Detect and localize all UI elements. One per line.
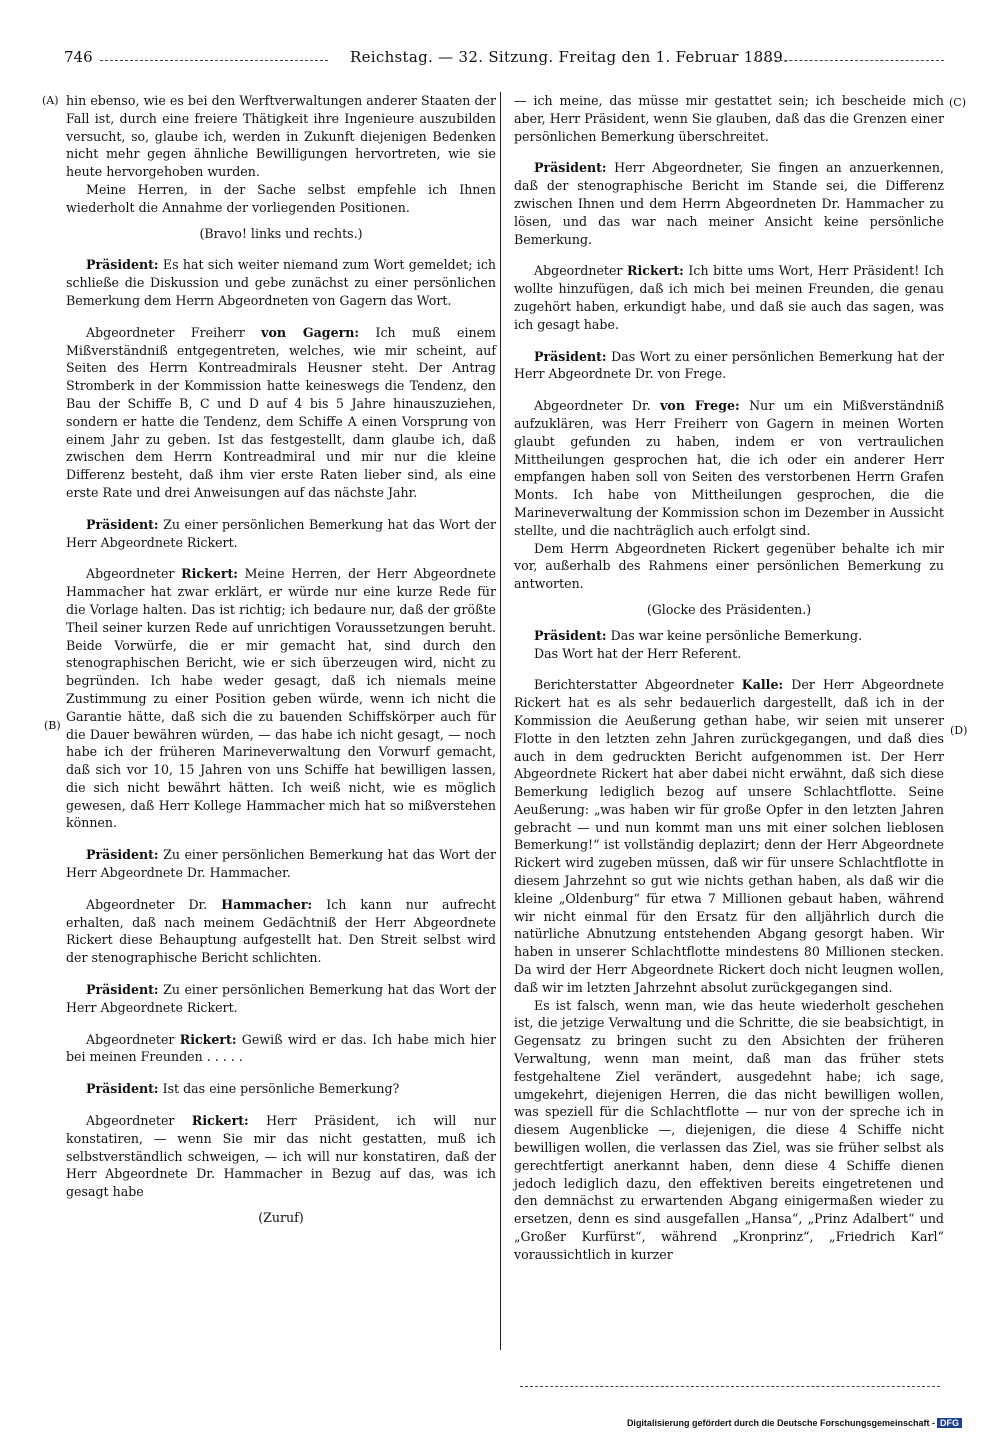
margin-mark-d: (D)	[950, 724, 968, 737]
paragraph: Abgeordneter Rickert: Meine Herren, der Herr Abgeordnete Hammacher hat zwar erklärt, er würde nur eine kurze Rede für die Vorlage halten. Das ist richtig; ich bedaure nur, daß der größte Theil seiner kurzen Rede auf unrichtigen Voraussetzungen beruht. Beide Vorwürfe, die er mir gemacht hat, sind durch den stenographischen Bericht, wie er sich überzeugen wird, nicht zu begründen. Ich habe weder gesagt, daß ich niemals meine Zustimmung zu einer Position geben würde, wenn ich nicht die Garantie hätte, daß sich die zu bauenden Schiffskörper auch für die Dauer bewähren würden, — das habe ich nicht gesagt, — noch habe ich der früheren Marineverwaltung den Vorwurf gemacht, daß sich vor 10, 15 Jahren von uns Schiffe hat bewilligen lassen, die sich nicht bewährt hätten. Ich weiß nicht, wie es möglich gewesen, daß Herr Kollege Hammacher mich hat so mißverstehen können.	[66, 566, 496, 831]
paragraph: Präsident: Es hat sich weiter niemand zum Wort gemeldet; ich schließe die Diskussion und gebe zunächst zu einer persönlichen Bemerkung dem Herrn Abgeordneten von Gagern das Wort.	[66, 257, 496, 308]
speaker-name: Präsident:	[86, 847, 159, 863]
speaker-name: Kalle:	[741, 677, 784, 693]
paragraph: Abgeordneter Rickert: Gewiß wird er das. Ich habe mich hier bei meinen Freunden . . . . .	[66, 1031, 496, 1065]
footer-credit	[627, 1418, 962, 1428]
paragraph: Dem Herrn Abgeordneten Rickert gegenüber behalte ich mir vor, außerhalb des Rahmens einer persönlichen Bemerkung zu antworten.	[514, 540, 944, 592]
speaker-name: Präsident:	[86, 516, 159, 532]
paragraph: Es ist falsch, wenn man, wie das heute wiederholt geschehen ist, die jetzige Verwaltung und die Schritte, die sie beabsichtigt, in Gegensatz zu bringen sucht zu den Absichten der früheren Verwaltung, wenn man meint, daß man das früher stets festgehaltene Ziel verändert, ausgedehnt habe; ich sage, umgekehrt, diejenigen Herren, die das nicht bewilligen wollen, was speziell für die Schlachtflotte — nur von der spreche ich in diesem Augenblicke —, diejenigen, die diese 4 Schiffe nicht bewilligen wollen, die verlassen das Ziel, was sie früher selbst als gerechtfertigt anerkannt haben, denn diese 4 Schiffe dienen jedoch lediglich dazu, den effektiven bereits eingetretenen und den demnächst zu erwartenden Abgang einigermaßen wieder zu ersetzen, denn es sind ausgefallen „Hansa“, „Prinz Adalbert“ und „Großer Kurfürst“, während „Kronprinz“, „Friedrich Karl“ voraussichtlich in kurzer	[514, 997, 944, 1262]
paragraph: Präsident: Das war keine persönliche Bemerkung.	[534, 627, 863, 643]
speaker-name: von Gagern:	[261, 324, 360, 340]
speaker-name: Rickert:	[191, 1113, 249, 1129]
page-header	[64, 48, 944, 70]
right-column	[514, 92, 944, 1264]
paragraph: Abgeordneter Dr. von Frege: Nur um ein Mißverständniß aufzuklären, was Herr Freiherr von Gagern in meinen Worten glaubt gefunden zu haben, indem er von vertraulichen Mittheilungen gesprochen hat, die ich oder ein anderer Herr empfangen haben soll von Seiten des verstorbenen Herrn Grafen Monts. Ich habe von Mittheilungen gesprochen, die die Marineverwaltung der Kommission schon im Dezember in Aussicht stellte, und die nachträglich auch erfolgt sind.	[514, 398, 944, 538]
speaker-name: von Frege:	[660, 398, 740, 414]
margin-mark-a: (A)	[42, 94, 59, 107]
speaker-name: Präsident:	[534, 348, 607, 364]
column-divider	[500, 92, 501, 1350]
paragraph: Präsident: Ist das eine persönliche Bemerkung?	[86, 1081, 400, 1097]
margin-mark-b: (B)	[44, 719, 61, 732]
speaker-name: Rickert:	[181, 566, 238, 582]
paragraph: Präsident: Herr Abgeordneter, Sie fingen an anzuerkennen, daß der stenographische Bericht im Stande sei, die Differenz zwischen Ihnen und dem Herrn Abgeordneten Dr. Hammacher zu lösen, und das war nach meiner Ansicht keine persönliche Bemerkung.	[514, 160, 944, 247]
speaker-name: Präsident:	[534, 627, 607, 643]
dfg-logo: DFG	[937, 1418, 962, 1428]
paragraph: — ich meine, das müsse mir gestattet sein; ich bescheide mich aber, Herr Präsident, wenn Sie glauben, daß das die Grenzen einer persönlichen Bemerkung überschreitet.	[514, 93, 944, 144]
paragraph: Meine Herren, in der Sache selbst empfehle ich Ihnen wiederholt die Annahme der vorliegenden Positionen.	[66, 181, 496, 215]
speaker-name: Präsident:	[86, 1081, 159, 1097]
interjection: (Zuruf)	[258, 1210, 304, 1226]
margin-mark-c: (C)	[949, 96, 966, 109]
speaker-name: Hammacher:	[221, 896, 313, 912]
left-column	[66, 92, 496, 1235]
speaker-name: Präsident:	[86, 257, 159, 273]
paragraph: Präsident: Das Wort zu einer persönlichen Bemerkung hat der Herr Abgeordnete Dr. von Frege.	[514, 348, 944, 382]
paragraph: Abgeordneter Freiherr von Gagern: Ich muß einem Mißverständniß entgegentreten, welches, wie mir scheint, auf Seiten des Herrn Kontreadmirals Heusner steht. Der Antrag Stromberk in der Kommission hatte keineswegs die Tendenz, den Bau der Schiffe B, C und D auf 4 bis 5 Jahre hinauszuziehen, sondern er hatte die Tendenz, dem Schiffe A einen Vorsprung von einem Jahr zu geben. Ist das festgestellt, dann glaube ich, daß zwischen dem Herrn Kontreadmiral und mir nur die kleine Differenz besteht, daß ihm vier erste Raten lieber sind, als eine erste Rate und drei Anweisungen auf das nächste Jahr.	[66, 324, 496, 500]
paragraph: Berichterstatter Abgeordneter Kalle: Der Herr Abgeordnete Rickert hat es als sehr bedauerlich dargestellt, daß ich in der Kommission die Aeußerung gethan habe, wir seien mit unserer Flotte in den letzten zehn Jahren zurückgegangen, und daß dies auch in dem gedruckten Bericht aufgenommen ist. Der Herr Abgeordnete Rickert hat aber dabei nicht erwähnt, daß sich diese Bemerkung lediglich bezog auf unsere Schlachtflotte. Seine Aeußerung: „was haben wir für große Opfer in den letzten Jahren gebracht — und nun kommt man uns mit einer solchen lieblosen Bemerkung!“ ist vollständig deplazirt; denn der Herr Abgeordnete Rickert wird zugeben müssen, daß wir für unsere Schlachtflotte in diesem Jahrzehnt so gut wie nichts gethan haben, als daß wir die kleine „Oldenburg“ für etwa 7 Millionen gebaut haben, während wir nicht einmal für den Ersatz für den alljährlich durch die natürliche Abnutzung entstehenden Abgang gesorgt haben. Wir haben in unserer Schlachtflotte mindestens 80 Millionen stecken. Da wird der Herr Abgeordnete Rickert doch nicht leugnen wollen, daß wir im letzten Jahrzehnt absolut zurückgegangen sind.	[514, 677, 945, 995]
paragraph: Abgeordneter Rickert: Herr Präsident, ich will nur konstatiren, — wenn Sie mir das nicht gestatten, muß ich selbstverständlich schweigen, — ich will nur konstatiren, daß der Herr Abgeordnete Dr. Hammacher in Bezug auf das, was ich gesagt habe	[66, 1113, 496, 1200]
paragraph: Präsident: Zu einer persönlichen Bemerkung hat das Wort der Herr Abgeordnete Dr. Hammacher.	[66, 847, 496, 881]
header-rule-left	[100, 60, 328, 61]
speaker-name: Präsident:	[534, 160, 607, 176]
paragraph: Das Wort hat der Herr Referent.	[534, 645, 742, 661]
speaker-name: Präsident:	[86, 982, 159, 998]
page-title: Reichstag. — 32. Sitzung. Freitag den 1. Februar 1889.	[350, 48, 789, 66]
speaker-name: Rickert:	[179, 1031, 237, 1047]
paragraph: Präsident: Zu einer persönlichen Bemerkung hat das Wort der Herr Abgeordnete Rickert.	[66, 982, 496, 1015]
page-number: 746	[64, 48, 93, 66]
header-rule-right	[754, 60, 944, 61]
paragraph: Abgeordneter Dr. Hammacher: Ich kann nur aufrecht erhalten, daß nach meinem Gedächtniß der Herr Abgeordnete Rickert diese Behauptung aufgestellt hat. Den Streit selbst wird der stenographische Bericht schlichten.	[66, 896, 496, 966]
paragraph: Abgeordneter Rickert: Ich bitte ums Wort, Herr Präsident! Ich wollte hinzufügen, daß ich mich bei meinen Freunden, die genau zugehört haben, erkundigt habe, und daß sie auch das sagen, was ich gesagt habe.	[514, 263, 945, 332]
interjection: (Glocke des Präsidenten.)	[646, 601, 812, 617]
paragraph: hin ebenso, wie es bei den Werftverwaltungen anderer Staaten der Fall ist, durch eine freiere Thätigkeit ihre Ingenieure auszubilden versucht, so, glaube ich, werden in Zukunft diejenigen Bedenken nicht mehr gegen ähnliche Bewilligungen hervortreten, wie sie heute hervorgehoben wurden.	[66, 93, 496, 180]
interjection: (Bravo! links und rechts.)	[199, 225, 363, 241]
footer-text: Digitalisierung gefördert durch die Deutsche Forschungsgemeinschaft -	[626, 1418, 935, 1428]
paragraph: Präsident: Zu einer persönlichen Bemerkung hat das Wort der Herr Abgeordnete Rickert.	[66, 516, 496, 550]
footer-rule	[520, 1386, 940, 1387]
speaker-name: Rickert:	[627, 263, 684, 279]
